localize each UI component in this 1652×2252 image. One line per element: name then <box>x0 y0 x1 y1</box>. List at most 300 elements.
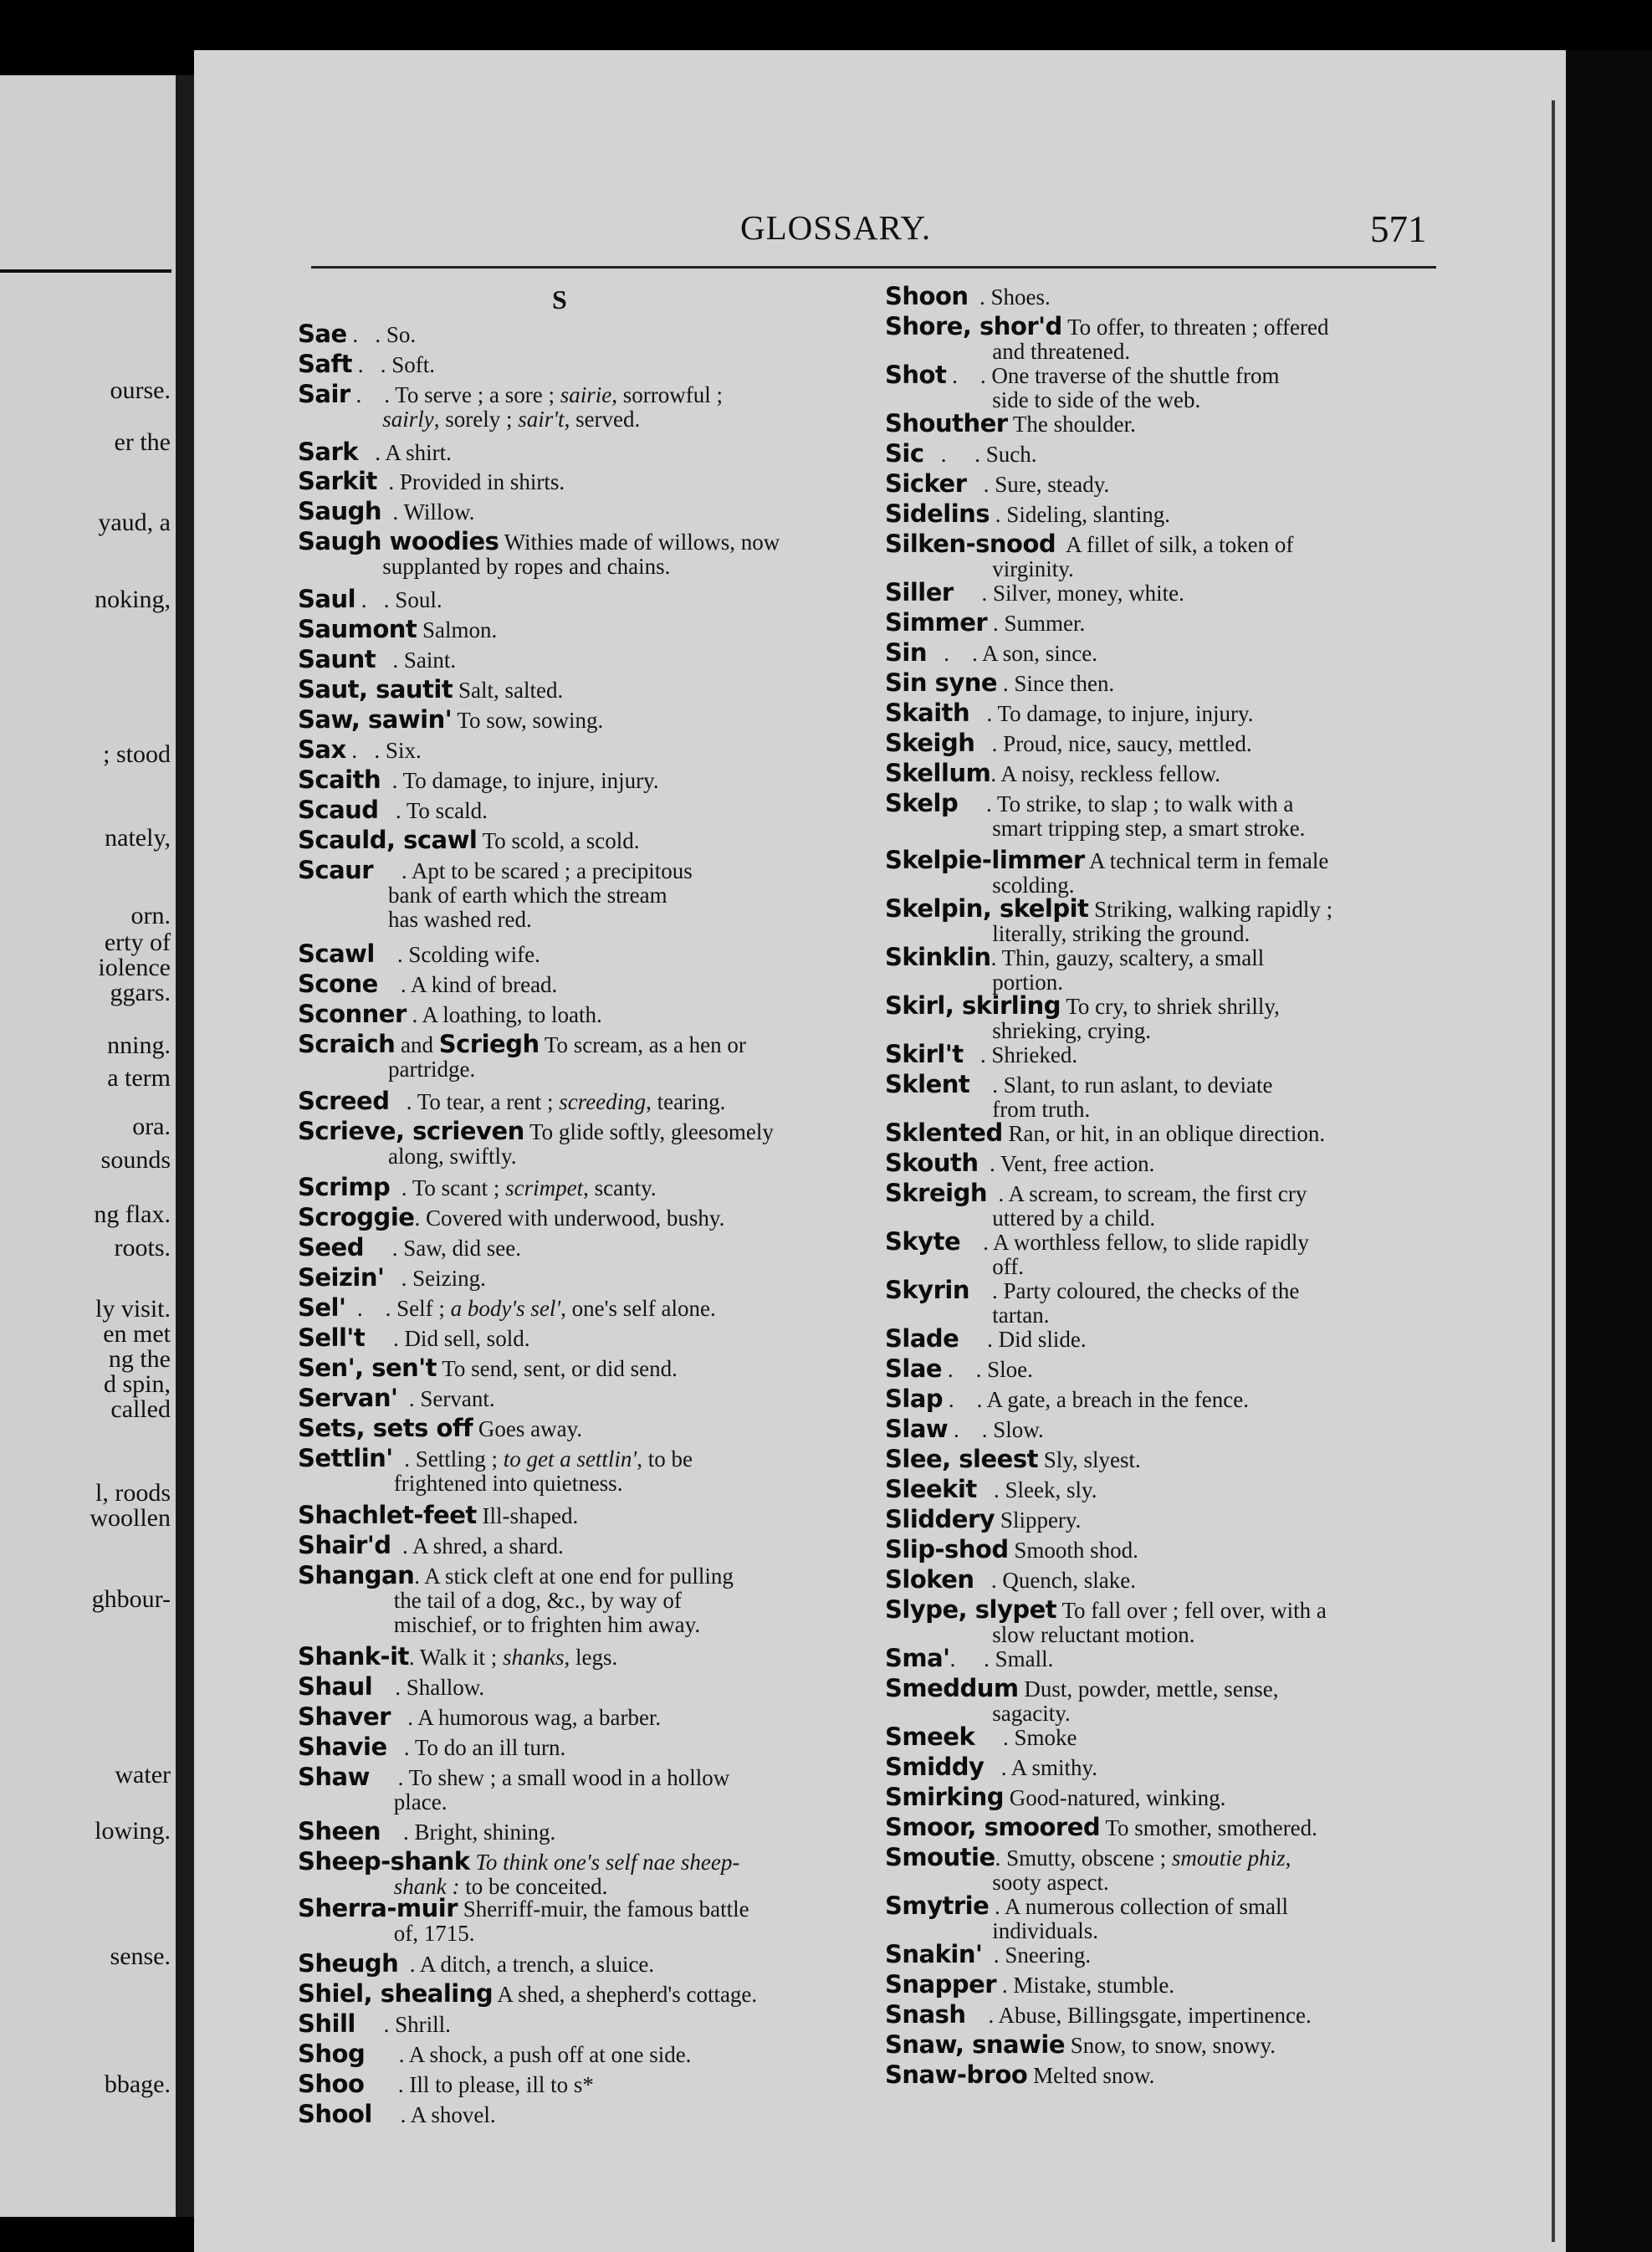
glossary-definition: Ran, or hit, in an oblique direction. <box>1008 1121 1326 1146</box>
glossary-definition: Slow. <box>993 1417 1044 1442</box>
glossary-definition: A numerous collection of small individuals. <box>885 1894 1288 1943</box>
glossary-separator: . <box>363 1236 404 1261</box>
glossary-entry <box>298 440 883 465</box>
glossary-entry <box>885 284 1470 310</box>
glossary-definition: Sideling, slanting. <box>1006 502 1171 527</box>
glossary-separator <box>417 617 422 642</box>
facing-page-text: woollen <box>90 1504 171 1532</box>
glossary-term: Sidelins <box>885 499 990 528</box>
glossary-definition: A kind of bread. <box>410 972 558 997</box>
glossary-definition: Sly, slyest. <box>1043 1447 1141 1472</box>
glossary-entry <box>298 765 883 794</box>
glossary-term: Scaur <box>298 856 374 884</box>
glossary-term: Saumont <box>298 615 417 643</box>
glossary-definition: Soft. <box>391 352 435 377</box>
glossary-entry <box>885 1072 1470 1122</box>
glossary-definition: A technical term in female scolding. <box>885 848 1329 898</box>
glossary-term: Scraich <box>298 1030 396 1058</box>
glossary-term: Sheugh <box>298 1949 399 1978</box>
glossary-term: Slade <box>885 1324 959 1353</box>
glossary-definition: Servant. <box>420 1386 495 1411</box>
glossary-definition: Such. <box>985 442 1037 467</box>
glossary-term: Slip-shod <box>885 1535 1009 1564</box>
glossary-separator: . <box>372 1675 407 1700</box>
glossary-separator: . . <box>346 322 386 347</box>
glossary-term: Smiddy <box>885 1753 985 1781</box>
glossary-definition: To serve ; a sore ; sairie, sorrowful ; sairly, sorely ; sair't, served. <box>382 382 724 432</box>
glossary-separator <box>1004 1785 1010 1810</box>
glossary-entry <box>885 1477 1470 1502</box>
glossary-separator <box>995 1507 1000 1533</box>
glossary-term: Sma' <box>885 1644 950 1672</box>
glossary-definition: A smithy. <box>1010 1755 1098 1780</box>
glossary-entry <box>885 2030 1470 2059</box>
facing-page-text: nately, <box>105 824 171 852</box>
glossary-separator: . <box>987 611 1005 636</box>
glossary-term: Slee, sleest <box>885 1445 1038 1473</box>
facing-page-text: l, roods <box>95 1479 171 1507</box>
glossary-separator: . <box>953 581 993 606</box>
glossary-separator: . <box>365 1326 405 1351</box>
glossary-separator: . . <box>926 641 982 666</box>
glossary-term: Shoo <box>298 2070 365 2098</box>
glossary-entry <box>298 858 883 932</box>
glossary-definition: A stick cleft at one end for pulling the tail of a dog, &c., by way of mischief, or to frighten him away. <box>298 1564 734 1637</box>
glossary-definition: Striking, walking rapidly ; literally, striking the ground. <box>885 897 1333 946</box>
glossary-entry <box>885 1845 1470 1895</box>
glossary-term: Smirking <box>885 1783 1004 1811</box>
glossary-separator: . <box>391 1533 412 1558</box>
glossary-definition: Shallow. <box>406 1675 485 1700</box>
facing-page-text: ggars. <box>110 979 171 1006</box>
glossary-entry <box>298 705 883 734</box>
glossary-entry <box>885 1646 1470 1671</box>
glossary-entry <box>885 701 1470 726</box>
glossary-definition: A gate, a breach in the fence. <box>986 1387 1250 1412</box>
glossary-entry <box>298 352 883 377</box>
glossary-entry <box>298 675 883 704</box>
glossary-term: Scone <box>298 970 378 998</box>
book-gutter <box>176 75 194 2217</box>
glossary-entry <box>885 2000 1470 2029</box>
glossary-separator: . <box>974 731 1004 756</box>
glossary-term: Skyte <box>885 1227 961 1256</box>
glossary-definition: Sherriff-muir, the famous battle of, 1715. <box>298 1896 749 1946</box>
glossary-entry <box>885 761 1470 786</box>
glossary-term: Screed <box>298 1087 390 1115</box>
glossary-separator: . <box>990 945 1002 970</box>
glossary-term: Saut, sautit <box>298 675 453 704</box>
glossary-term: Smoutie <box>885 1843 995 1871</box>
glossary-separator <box>473 1416 478 1441</box>
glossary-entry <box>298 1503 883 1528</box>
facing-page-text: ; stood <box>103 740 171 768</box>
glossary-definition: Summer. <box>1004 611 1086 636</box>
page-title: GLOSSARY. <box>740 208 932 247</box>
glossary-term: Saw, sawin' <box>298 705 453 734</box>
page-edge-line <box>1552 100 1555 2242</box>
glossary-term: Skeigh <box>885 729 975 757</box>
glossary-separator: . <box>968 284 991 310</box>
glossary-entry <box>885 1565 1470 1594</box>
glossary-separator: . <box>378 798 407 823</box>
glossary-term: Settlin' <box>298 1444 393 1472</box>
glossary-definition: So. <box>386 322 417 347</box>
glossary-term: Seed <box>298 1233 364 1262</box>
glossary-definition: Willow. <box>403 499 475 525</box>
glossary-entry <box>298 1642 883 1671</box>
glossary-entry <box>885 638 1470 667</box>
glossary-definition: Smutty, obscene ; smoutie phiz, sooty aspect. <box>885 1845 1291 1895</box>
glossary-entry <box>885 1417 1470 1442</box>
glossary-separator: . <box>374 942 409 967</box>
glossary-separator: . <box>976 1477 1005 1502</box>
glossary-separator: . <box>406 1002 422 1027</box>
glossary-entry <box>885 668 1470 697</box>
glossary-definition: Abuse, Billingsgate, impertinence. <box>998 2003 1312 2028</box>
glossary-definition: Settling ; to get a settlin', to be frightened into quietness. <box>298 1446 693 1496</box>
glossary-separator: . <box>969 1278 1004 1303</box>
glossary-separator: . <box>984 1755 1011 1780</box>
glossary-term: Sark <box>298 438 359 466</box>
facing-page-text: d spin, <box>103 1370 171 1398</box>
glossary-entry <box>298 1896 883 1946</box>
page-edge <box>1566 50 1652 2252</box>
facing-page-text: sense. <box>110 1942 171 1970</box>
glossary-separator <box>458 1896 463 1922</box>
glossary-entry <box>298 972 883 997</box>
glossary-term: Skelpie-limmer <box>885 846 1085 874</box>
glossary-definition: Shrieked. <box>991 1042 1078 1067</box>
glossary-definition: To send, sent, or did send. <box>442 1356 678 1381</box>
glossary-term: Scawl <box>298 939 375 968</box>
glossary-term: Shaw <box>298 1763 370 1791</box>
glossary-definition: Six. <box>385 738 422 763</box>
glossary-entry <box>885 1755 1470 1780</box>
glossary-separator: . <box>365 2042 409 2067</box>
glossary-definition: Sure, steady. <box>995 472 1110 497</box>
glossary-definition: To tear, a rent ; screeding, tearing. <box>417 1089 726 1114</box>
glossary-definition: To damage, to injure, injury. <box>997 701 1254 726</box>
glossary-definition: Melted snow. <box>1033 2063 1155 2088</box>
glossary-definition: Smooth shod. <box>1014 1538 1138 1563</box>
section-letter: S <box>552 284 567 315</box>
glossary-entry <box>885 532 1470 581</box>
glossary-term: Sin <box>885 638 927 667</box>
header-rule <box>311 266 1436 269</box>
glossary-term: Sliddery <box>885 1505 995 1533</box>
glossary-term: Smeek <box>885 1722 975 1751</box>
glossary-entry <box>298 1765 883 1814</box>
glossary-definition: Party coloured, the checks of the tartan. <box>885 1278 1300 1328</box>
glossary-separator: . <box>969 701 998 726</box>
glossary-term: Sconner <box>298 1000 407 1028</box>
glossary-term: Servan' <box>298 1384 398 1412</box>
glossary-definition: A shed, a shepherd's cottage. <box>497 1982 758 2007</box>
glossary-entry <box>298 2102 883 2127</box>
glossary-definition: To scald. <box>406 798 488 823</box>
glossary-entry <box>885 363 1470 412</box>
glossary-definition: A humorous wag, a barber. <box>417 1705 662 1730</box>
glossary-term: Sheep-shank <box>298 1847 470 1876</box>
glossary-separator: . <box>958 791 998 816</box>
glossary-separator: . <box>959 1327 999 1352</box>
glossary-definition: Provided in shirts. <box>399 469 565 494</box>
glossary-separator: . . <box>946 363 992 388</box>
glossary-term: Saugh woodies <box>298 527 499 555</box>
glossary-definition: To glide softly, gleesomely along, swiftly. <box>298 1119 774 1169</box>
glossary-entry <box>298 828 883 853</box>
glossary-definition: To sow, sowing. <box>457 708 604 733</box>
glossary-definition: To do an ill turn. <box>414 1735 566 1760</box>
glossary-entry <box>298 1032 883 1082</box>
glossary-separator: . <box>381 1820 415 1845</box>
glossary-entry <box>885 1595 1470 1647</box>
glossary-separator: . <box>990 502 1007 527</box>
glossary-separator: . <box>963 1042 992 1067</box>
glossary-separator: . <box>376 647 404 673</box>
glossary-separator: . <box>358 440 386 465</box>
glossary-term: Scriegh <box>438 1030 540 1058</box>
glossary-entry <box>298 1175 883 1200</box>
glossary-definition: A loathing, to loath. <box>422 1002 602 1027</box>
glossary-entry <box>885 791 1470 841</box>
glossary-term: Skelpin, skelpit <box>885 894 1089 923</box>
glossary-separator <box>1065 2033 1071 2058</box>
glossary-definition: Scolding wife. <box>408 942 540 967</box>
glossary-term: Scroggie <box>298 1203 415 1231</box>
glossary-term: Sklent <box>885 1070 970 1098</box>
glossary-definition: Shoes. <box>990 284 1051 310</box>
glossary-separator: . <box>989 1894 1005 1919</box>
glossary-definition: Soul. <box>395 587 442 612</box>
glossary-separator: . . <box>345 738 386 763</box>
facing-page-text: er the <box>114 428 171 456</box>
glossary-separator: and <box>395 1032 439 1057</box>
glossary-term: Shair'd <box>298 1531 391 1559</box>
glossary-term: Slaw <box>885 1415 949 1443</box>
glossary-entry <box>885 848 1470 898</box>
glossary-separator: . . <box>948 1417 994 1442</box>
glossary-entry <box>298 1561 883 1637</box>
glossary-separator: . <box>965 2003 999 2028</box>
glossary-entry <box>885 1970 1470 1999</box>
glossary-term: Simmer <box>885 608 988 637</box>
glossary-definition: Goes away. <box>478 1416 583 1441</box>
glossary-entry <box>885 608 1470 637</box>
glossary-separator: . <box>990 761 1001 786</box>
glossary-entry <box>885 1384 1470 1413</box>
glossary-term: Sleekit <box>885 1475 977 1503</box>
glossary-separator: . <box>974 1568 1003 1593</box>
glossary-separator: . <box>997 671 1015 696</box>
glossary-entry <box>298 1233 883 1262</box>
glossary-entry <box>885 1891 1470 1943</box>
glossary-definition: Sleek, sly. <box>1005 1477 1097 1502</box>
glossary-separator: . <box>974 1725 1015 1750</box>
glossary-entry <box>298 1672 883 1701</box>
glossary-separator: . <box>381 768 403 793</box>
glossary-entry <box>298 647 883 673</box>
glossary-term: Sen', sen't <box>298 1354 437 1382</box>
glossary-term: Slype, slypet <box>885 1595 1057 1624</box>
glossary-definition: The shoulder. <box>1012 412 1136 437</box>
glossary-entry <box>298 939 883 968</box>
glossary-separator: . <box>966 472 995 497</box>
facing-page-text: ghbour- <box>91 1585 171 1613</box>
glossary-definition: Self ; a body's sel', one's self alone. <box>396 1296 716 1321</box>
glossary-entry <box>298 1119 883 1169</box>
glossary-separator: . <box>364 2072 410 2097</box>
glossary-definition: Saw, did see. <box>403 1236 521 1261</box>
facing-page-text: water <box>115 1761 171 1789</box>
glossary-definition: To think one's self nae sheep- shank : to be conceited. <box>298 1850 740 1899</box>
glossary-separator: . <box>390 1705 418 1730</box>
glossary-definition: Dust, powder, mettle, sense, sagacity. <box>885 1676 1279 1726</box>
glossary-definition: A fillet of silk, a token of virginity. <box>885 532 1294 581</box>
glossary-definition: Seizing. <box>412 1266 486 1291</box>
glossary-definition: A son, since. <box>982 641 1097 666</box>
glossary-definition: Vent, free action. <box>1000 1151 1155 1176</box>
glossary-separator: . <box>414 1564 425 1589</box>
glossary-separator: . <box>996 1973 1014 1998</box>
glossary-entry <box>885 1535 1470 1564</box>
glossary-term: Sarkit <box>298 467 377 495</box>
glossary-term: Shachlet-feet <box>298 1501 477 1529</box>
glossary-definition: A shirt. <box>385 440 452 465</box>
glossary-separator: . . <box>351 352 392 377</box>
glossary-term: Skirl't <box>885 1040 964 1068</box>
glossary-separator: . <box>386 1735 415 1760</box>
glossary-definition: One traverse of the shuttle from side to side of the web. <box>885 363 1280 412</box>
glossary-entry <box>885 1324 1470 1353</box>
facing-page-text: ng the <box>108 1345 171 1373</box>
glossary-separator: . . <box>942 1357 988 1382</box>
glossary-definition: Thin, gauzy, scaltery, a small portion. <box>885 945 1265 995</box>
glossary-definition: Smoke <box>1014 1725 1077 1750</box>
glossary-definition: Mistake, stumble. <box>1013 1973 1175 1998</box>
glossary-definition: To shew ; a small wood in a hollow place. <box>298 1765 730 1814</box>
glossary-term: Slap <box>885 1384 944 1413</box>
glossary-term: Sae <box>298 320 347 348</box>
glossary-term: Saunt <box>298 645 376 673</box>
glossary-separator: . <box>390 1175 412 1200</box>
facing-page-text: ourse. <box>110 376 171 404</box>
glossary-entry <box>298 2072 883 2097</box>
glossary-separator: . <box>355 2012 396 2037</box>
glossary-term: Saft <box>298 350 352 378</box>
glossary-separator <box>477 1503 483 1528</box>
glossary-term: Skirl, skirling <box>885 991 1061 1020</box>
glossary-entry <box>298 382 883 432</box>
glossary-entry <box>298 1089 883 1114</box>
glossary-entry <box>885 1676 1470 1726</box>
glossary-definition: Shrill. <box>395 2012 451 2037</box>
glossary-term: Sloken <box>885 1565 974 1594</box>
facing-page-text: yaud, a <box>98 509 171 536</box>
glossary-entry <box>298 1979 883 2008</box>
glossary-separator: . <box>408 1645 420 1670</box>
glossary-definition: A scream, to scream, the first cry uttered by a child. <box>885 1181 1307 1231</box>
facing-page-text: nning. <box>107 1031 171 1059</box>
glossary-entry <box>885 1942 1470 1968</box>
facing-page-text: ora. <box>132 1113 171 1140</box>
glossary-definition: To damage, to injure, injury. <box>402 768 659 793</box>
glossary-term: Saul <box>298 585 356 613</box>
glossary-term: Sets, sets off <box>298 1414 473 1442</box>
glossary-term: Snakin' <box>885 1940 983 1968</box>
glossary-separator: . <box>982 1942 1005 1968</box>
glossary-entry <box>298 798 883 823</box>
glossary-entry <box>298 1205 883 1231</box>
glossary-definition: To scant ; scrimpet, scanty. <box>412 1175 657 1200</box>
glossary-entry <box>298 527 883 579</box>
glossary-term: Snapper <box>885 1970 997 1999</box>
glossary-definition: Slant, to run aslant, to deviate from truth. <box>885 1072 1273 1122</box>
glossary-separator: . <box>995 1845 1007 1871</box>
glossary-term: Saugh <box>298 497 382 525</box>
glossary-term: Scaud <box>298 796 379 824</box>
glossary-definition: A shock, a push off at one side. <box>408 2042 692 2067</box>
glossary-separator <box>1038 1447 1044 1472</box>
glossary-definition: Sloe. <box>987 1357 1033 1382</box>
facing-page-text: called <box>110 1395 171 1423</box>
glossary-definition: Covered with underwood, bushy. <box>425 1205 725 1231</box>
glossary-term: Shool <box>298 2100 372 2128</box>
glossary-separator: . <box>376 469 400 494</box>
glossary-entry <box>298 617 883 642</box>
glossary-definition: A shovel. <box>410 2102 496 2127</box>
glossary-term: Scrieve, scrieven <box>298 1117 524 1145</box>
glossary-term: Silken-snood <box>885 530 1056 558</box>
glossary-term: Skellum <box>885 759 991 787</box>
glossary-entry <box>298 1702 883 1731</box>
glossary-separator: . . <box>943 1387 987 1412</box>
glossary-entry <box>298 469 883 494</box>
glossary-term: Skaith <box>885 699 970 727</box>
glossary-term: Shog <box>298 2040 366 2068</box>
glossary-term: Smeddum <box>885 1674 1019 1702</box>
glossary-term: Shot <box>885 361 947 389</box>
glossary-entry <box>298 1949 883 1978</box>
glossary-definition: A shred, a shard. <box>412 1533 564 1558</box>
glossary-definition: Since then. <box>1014 671 1115 696</box>
glossary-definition: Small. <box>995 1646 1054 1671</box>
glossary-entry <box>885 894 1470 946</box>
glossary-definition: To smother, smothered. <box>1105 1815 1317 1840</box>
glossary-definition: To scream, as a hen or partridge. <box>298 1032 746 1082</box>
glossary-term: Shank-it <box>298 1642 409 1671</box>
glossary-definition: To scold, a scold. <box>482 828 640 853</box>
glossary-definition: A worthless fellow, to slide rapidly off. <box>885 1230 1309 1279</box>
glossary-term: Snaw, snawie <box>885 2030 1066 2059</box>
glossary-entry <box>885 1181 1470 1231</box>
glossary-term: Snaw-broo <box>885 2060 1028 2089</box>
glossary-definition: To strike, to slap ; to walk with a smart tripping step, a smart stroke. <box>885 791 1306 841</box>
glossary-term: Shill <box>298 2009 355 2038</box>
glossary-definition: Apt to be scared ; a precipitous bank of earth which the stream has washed red. <box>298 858 693 932</box>
glossary-entry <box>298 1356 883 1381</box>
glossary-entry <box>885 945 1470 995</box>
glossary-entry <box>298 1817 883 1845</box>
glossary-entry <box>298 587 883 612</box>
glossary-term: Shore, shor'd <box>885 312 1062 340</box>
glossary-term: Smytrie <box>885 1891 990 1920</box>
glossary-separator: . . <box>949 1646 995 1671</box>
glossary-separator: . . <box>350 382 396 407</box>
glossary-entry <box>885 1118 1470 1147</box>
glossary-definition: Did slide. <box>998 1327 1087 1352</box>
